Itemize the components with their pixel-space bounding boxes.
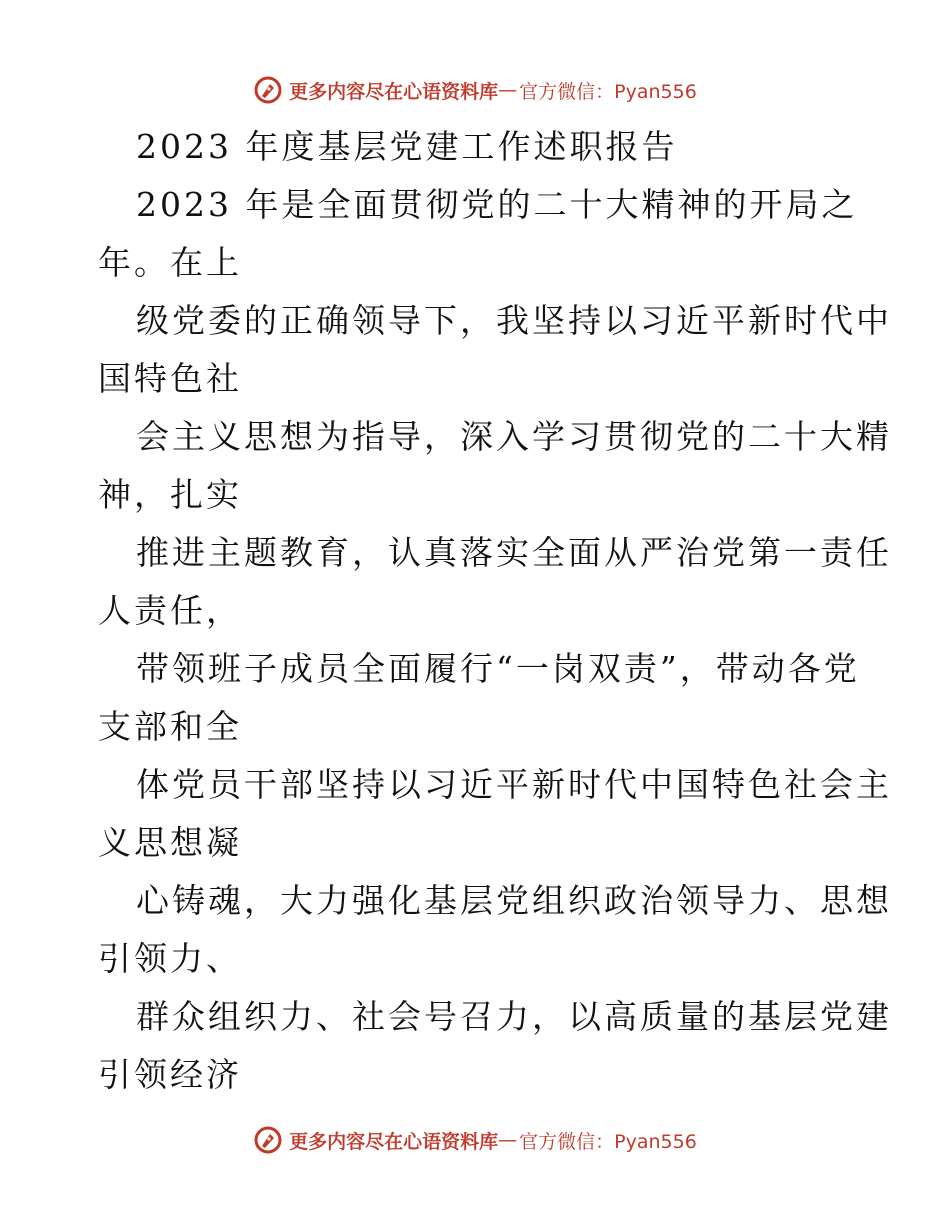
banner-wechat: 官方微信：Pyan556 (519, 80, 697, 103)
text-line: 心铸魂，大力强化基层党组织政治领导力、思想 (136, 881, 892, 920)
banner-dash: — (498, 1129, 518, 1151)
text-line: 群众组织力、社会号召力，以高质量的基层党建 (136, 997, 892, 1036)
text-line: 支部和全 (98, 707, 242, 746)
footer-watermark-banner (0, 1120, 950, 1160)
banner-slogan: 更多内容尽在心语资料库 (289, 1130, 499, 1153)
banner-dash: — (498, 79, 518, 101)
document-body (98, 118, 898, 1104)
text-line: 引领经济 (98, 1055, 242, 1094)
text-line: 推进主题教育，认真落实全面从严治党第一责任 (136, 533, 892, 572)
header-watermark-banner (0, 70, 950, 110)
text-line: 体党员干部坚持以习近平新时代中国特色社会主 (136, 765, 892, 804)
banner-wechat: 官方微信：Pyan556 (519, 1130, 697, 1153)
text-line: 带领班子成员全面履行“一岗双责”，带动各党 (136, 649, 860, 688)
text-line: 引领力、 (98, 939, 242, 978)
text-line: 人责任， (98, 591, 242, 630)
document-title: 2023 年度基层党建工作述职报告 (136, 127, 678, 166)
pen-nib-circle-icon (253, 75, 283, 105)
pen-nib-circle-icon (253, 1125, 283, 1155)
text-line: 年。在上 (98, 243, 242, 282)
text-line: 国特色社 (98, 359, 242, 398)
banner-slogan: 更多内容尽在心语资料库 (289, 80, 499, 103)
text-line: 神，扎实 (98, 475, 242, 514)
text-line: 义思想凝 (98, 823, 242, 862)
text-line: 2023 年是全面贯彻党的二十大精神的开局之 (136, 185, 858, 224)
text-line: 会主义思想为指导，深入学习贯彻党的二十大精 (136, 417, 892, 456)
text-line: 级党委的正确领导下，我坚持以习近平新时代中 (136, 301, 892, 340)
